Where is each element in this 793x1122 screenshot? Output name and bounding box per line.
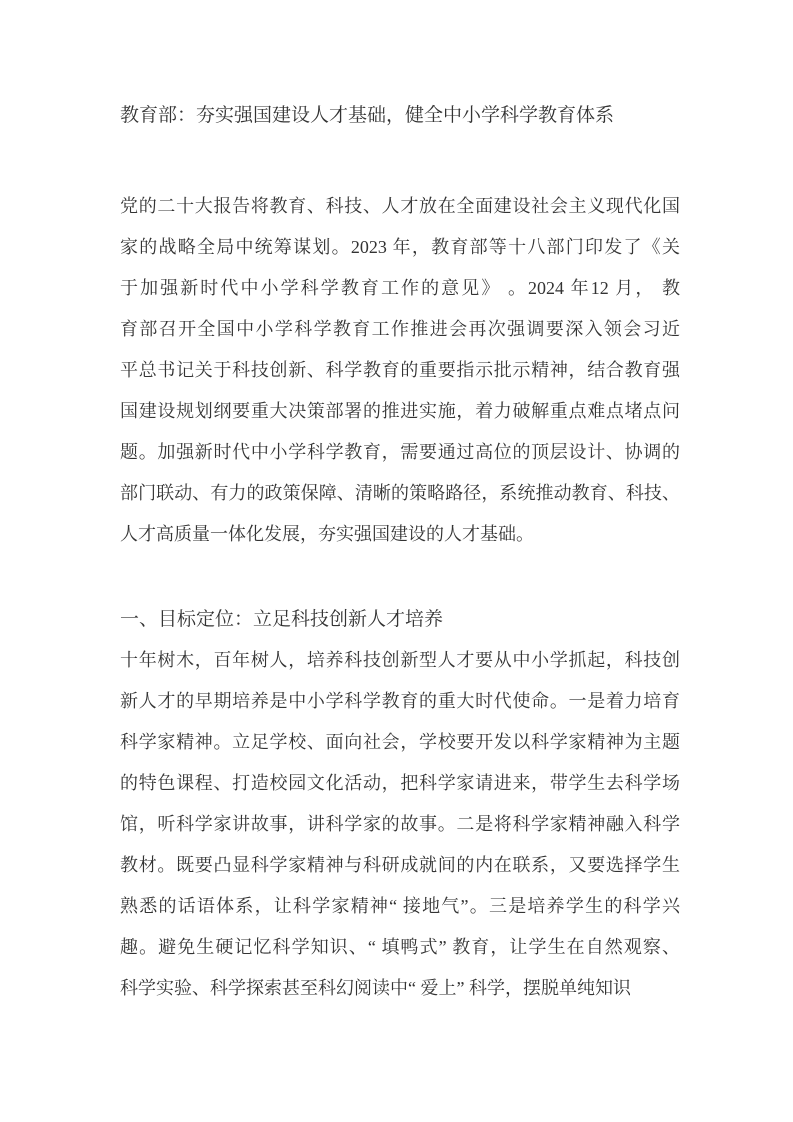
text-line: 人才高质量一体化发展，夯实强国建设的人才基础。 <box>120 524 534 544</box>
text-line: 科学家精神。立足学校、面向社会，学校要开发以科学家精神为主题 <box>120 732 680 752</box>
document-title: 教育部：夯实强国建设人才基础，健全中小学科学教育体系 <box>120 105 615 126</box>
text-line: 家的战略全局中统筹谋划。2023 年，教育部等十八部门印发了《关 <box>120 237 680 257</box>
text-line: 科学实验、科学探索甚至科幻阅读中“ 爱上” 科学，摆脱单纯知识 <box>120 978 631 998</box>
text-line: 部门联动、有力的政策保障、清晰的策略路径，系统推动教育、科技、 <box>120 483 680 503</box>
text-line: 熟悉的话语体系，让科学家精神“ 接地气”。三是培养学生的科学兴 <box>120 896 680 916</box>
text-line: 题。加强新时代中小学科学教育，需要通过高位的顶层设计、协调的 <box>120 442 680 462</box>
text-line: 馆，听科学家讲故事，讲科学家的故事。二是将科学家精神融入科学 <box>120 814 680 834</box>
text-line: 国建设规划纲要重大决策部署的推进实施，着力破解重点难点堵点问 <box>120 401 680 421</box>
text-line: 十年树木，百年树人，培养科技创新型人才要从中小学抓起，科技创 <box>120 650 680 670</box>
intro-paragraph <box>120 186 680 555</box>
text-line: 教材。既要凸显科学家精神与科研成就间的内在联系，又要选择学生 <box>120 855 680 875</box>
section-heading: 一、目标定位：立足科技创新人才培养 <box>120 609 444 630</box>
text-line: 趣。避免生硬记忆科学知识、“ 填鸭式” 教育，让学生在自然观察、 <box>120 937 680 957</box>
text-line: 于加强新时代中小学科学教育工作的意见》 。2024 年12 月， 教 <box>120 278 680 298</box>
text-line: 新人才的早期培养是中小学科学教育的重大时代使命。一是着力培育 <box>120 691 680 711</box>
text-line: 党的二十大报告将教育、科技、人才放在全面建设社会主义现代化国 <box>120 196 680 216</box>
text-line: 的特色课程、打造校园文化活动，把科学家请进来，带学生去科学场 <box>120 773 680 793</box>
text-line: 育部召开全国中小学科学教育工作推进会再次强调要深入领会习近 <box>120 319 680 339</box>
section1-paragraph <box>120 640 680 1009</box>
text-line: 平总书记关于科技创新、科学教育的重要指示批示精神，结合教育强 <box>120 360 680 380</box>
